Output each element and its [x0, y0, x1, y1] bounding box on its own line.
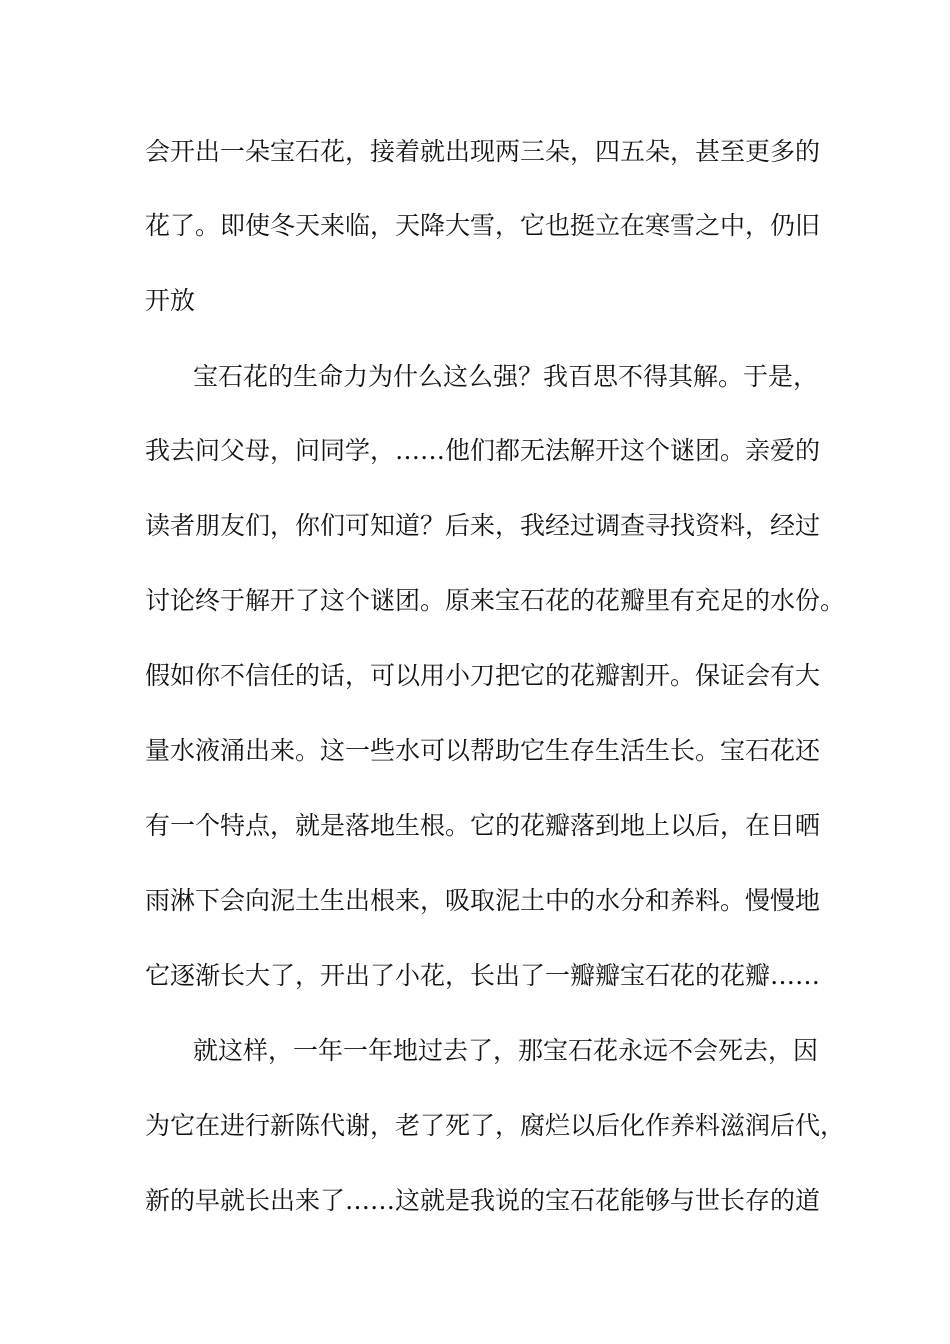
text-line: 会开出一朵宝石花，接着就出现两三朵，四五朵，甚至更多的 — [145, 137, 821, 166]
text-line: 雨淋下会向泥土生出根来，吸取泥土中的水分和养料。慢慢地 — [145, 886, 821, 915]
text-line: 新的早就长出来了……这就是我说的宝石花能够与世长存的道 — [145, 1186, 821, 1215]
text-line: 我去问父母，问同学，……他们都无法解开这个谜团。亲爱的 — [145, 436, 821, 465]
text-line: 为它在进行新陈代谢，老了死了，腐烂以后化作养料滋润后代， — [145, 1111, 846, 1140]
paragraph-first-line: 就这样，一年一年地过去了，那宝石花永远不会死去，因 — [193, 1036, 819, 1065]
text-line: 花了。即使冬天来临，天降大雪，它也挺立在寒雪之中，仍旧 — [145, 211, 821, 240]
text-line: 量水液涌出来。这一些水可以帮助它生存生活生长。宝石花还 — [145, 736, 821, 765]
text-line: 讨论终于解开了这个谜团。原来宝石花的花瓣里有充足的水份。 — [145, 586, 846, 615]
text-line: 开放 — [145, 286, 196, 315]
text-line: 读者朋友们，你们可知道？后来，我经过调查寻找资料，经过 — [145, 511, 821, 540]
paragraph-first-line: 宝石花的生命力为什么这么强？我百思不得其解。于是， — [193, 362, 819, 391]
text-line: 它逐渐长大了，开出了小花，长出了一瓣瓣宝石花的花瓣…… — [145, 961, 821, 990]
text-line: 有一个特点，就是落地生根。它的花瓣落到地上以后，在日晒 — [145, 811, 821, 840]
text-line: 假如你不信任的话，可以用小刀把它的花瓣割开。保证会有大 — [145, 661, 821, 690]
